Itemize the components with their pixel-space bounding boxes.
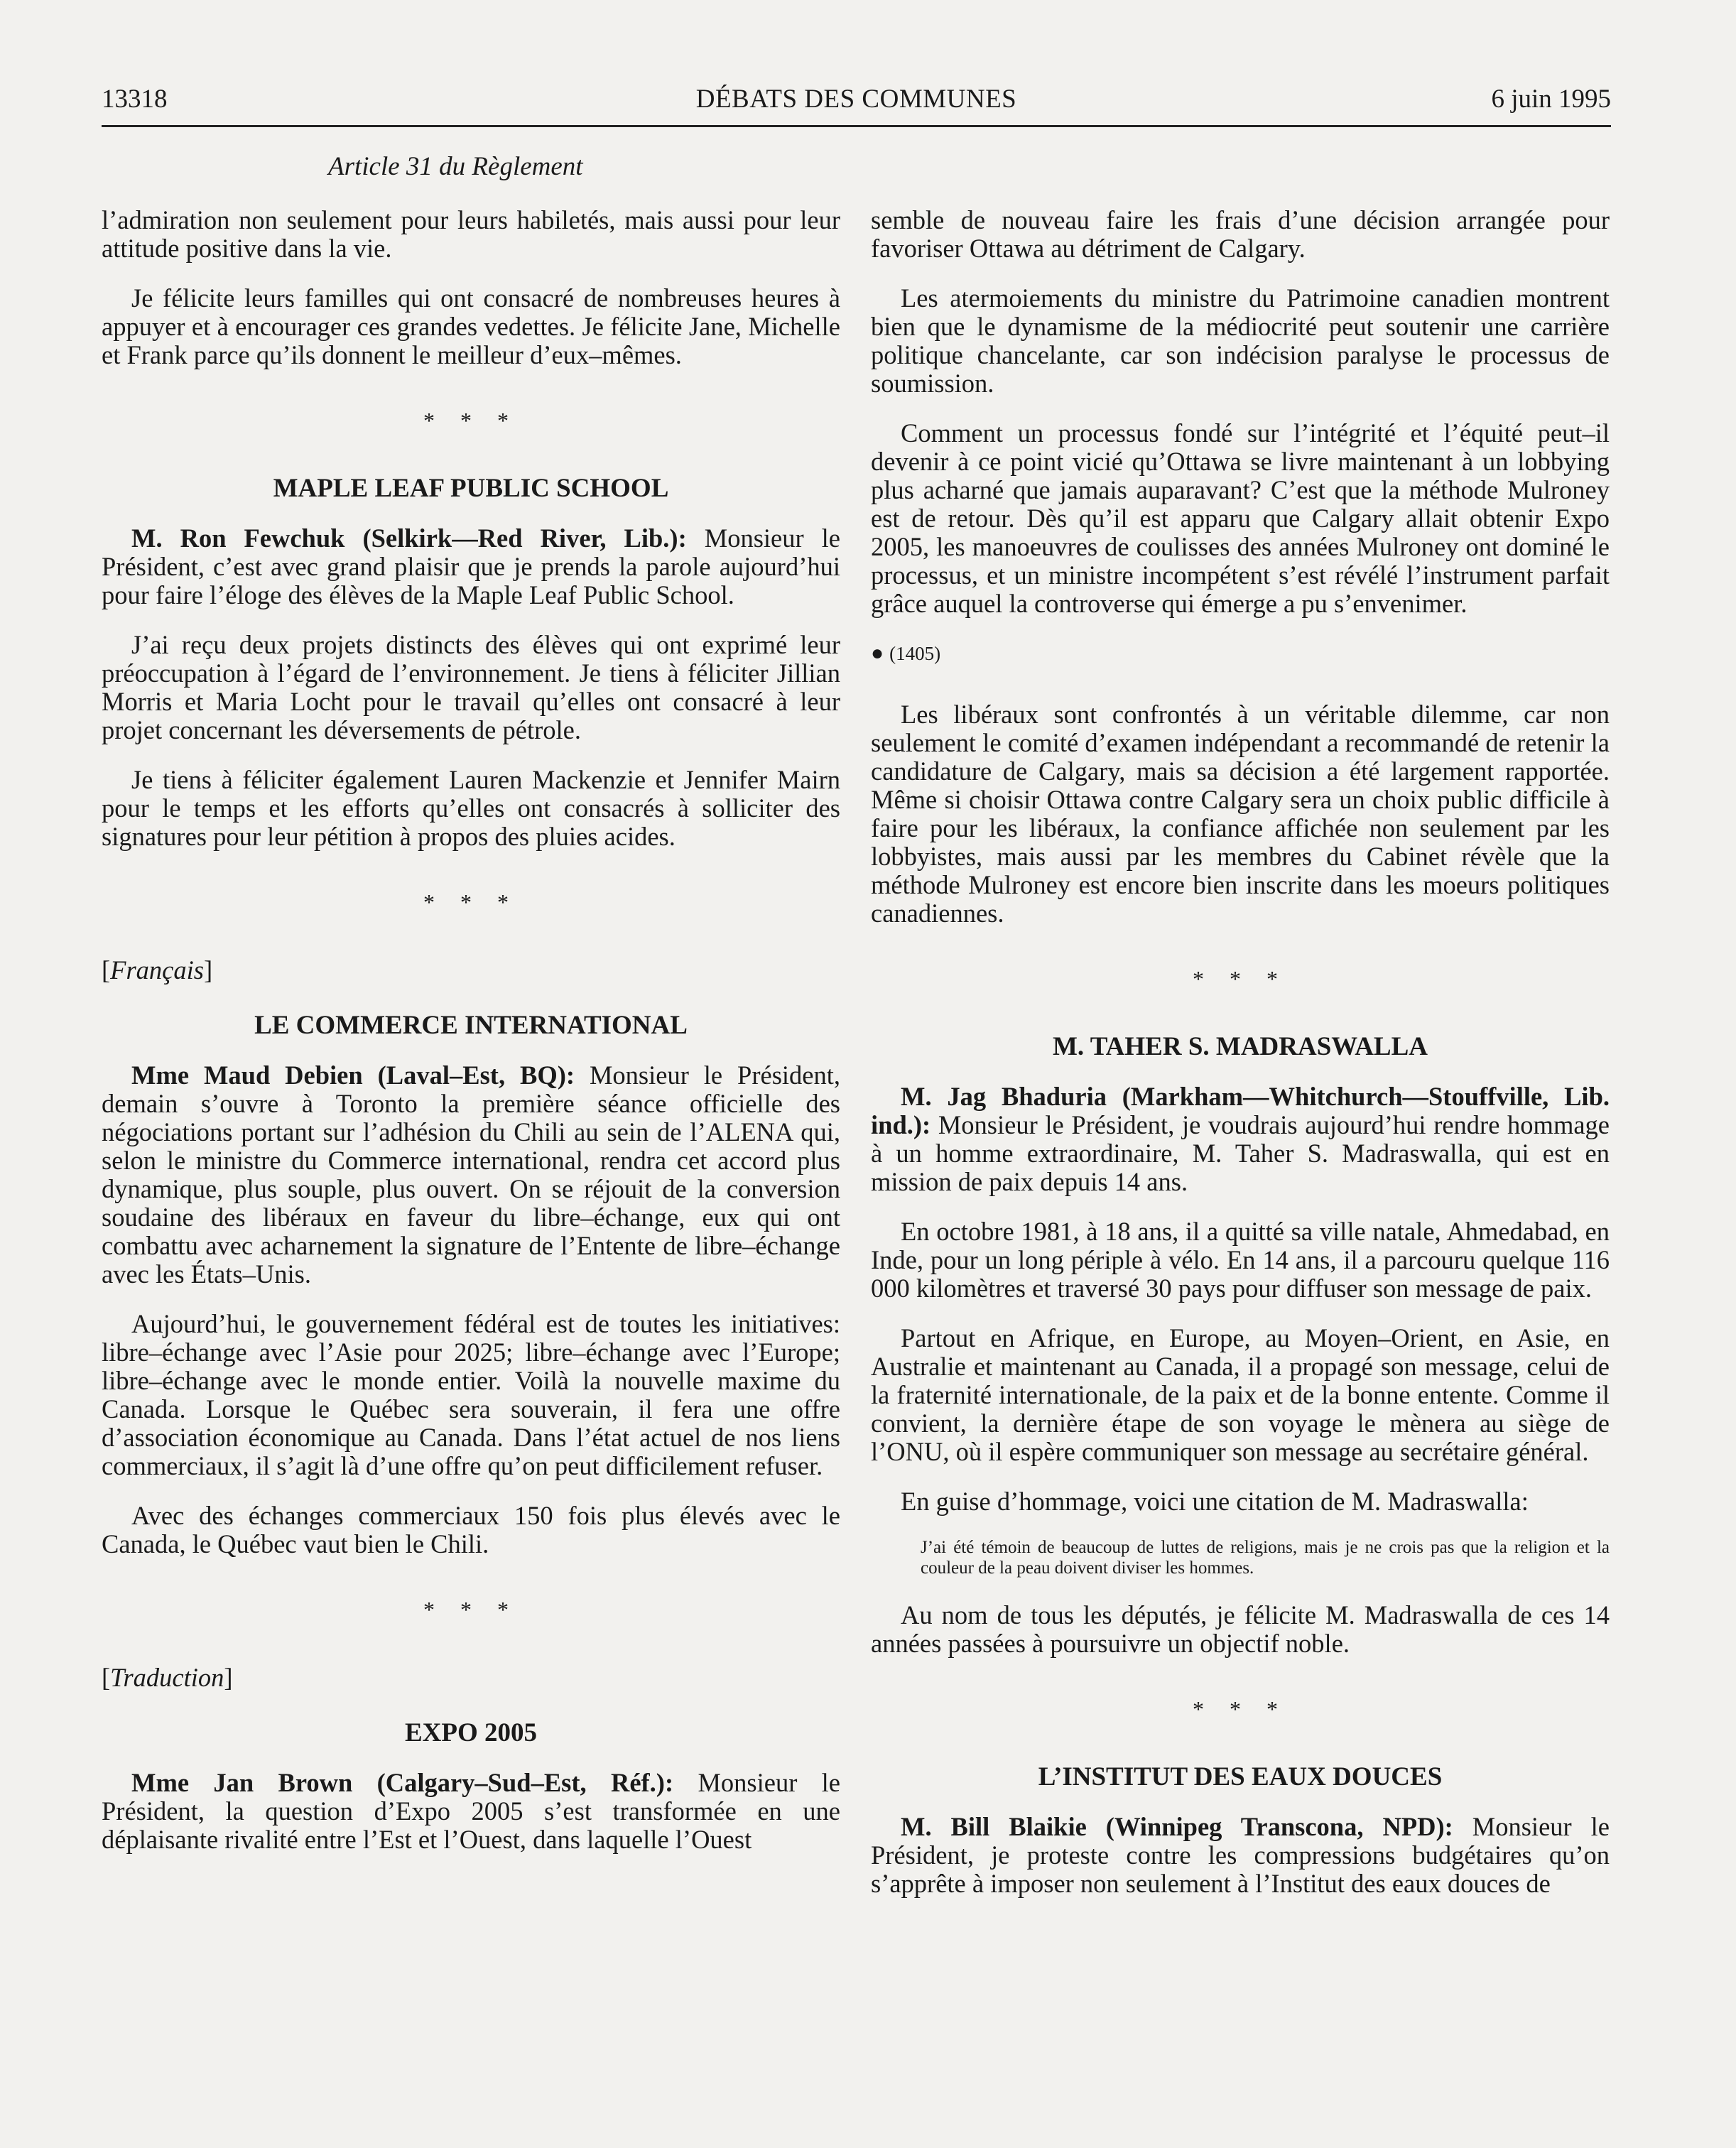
language-label: Français (110, 955, 204, 984)
paragraph: Je tiens à féliciter également Lauren Mackenzie et Jennifer Mairn pour le temps et les efforts qu’elles ont consacrés à solliciter des signatures pour leur pétition à propos des pluies acides. (102, 765, 840, 851)
speech-paragraph (102, 524, 840, 609)
paragraph: Les atermoiements du ministre du Patrimoine canadien montrent bien que le dynamisme de la médiocrité peut soutenir une carrière politique chancelante, car son indécision paralyse le processus de soumission. (871, 283, 1610, 398)
paragraph: Aujourd’hui, le gouvernement fédéral est de toutes les initiatives: libre–échange avec l’Asie pour 2025; libre–échange avec l’Europe; libre–échange avec le monde entier. Voilà la nouvelle maxime du Canada. Lorsque le Québec sera souverain, il fera une offre d’association économique au Canada. Dans l’état actuel de nos liens commerciaux, il s’agit là d’une offre qu’on peut difficilement refuser. (102, 1309, 840, 1480)
section-title-institut: L’INSTITUT DES EAUX DOUCES (1038, 1762, 1443, 1791)
speech-text: Monsieur le Président, la question d’Expo 2005 s’est transformée en une déplaisante rivalité entre l’Est et l’Ouest, dans laquelle l’Ouest (102, 1768, 840, 1854)
paragraph: Je félicite leurs familles qui ont consacré de nombreuses heures à appuyer et à encourager ces grandes vedettes. Je félicite Jane, Michelle et Frank parce qu’ils donnent le meilleur d’eux–mêmes. (102, 283, 840, 369)
speaker-name: Mme Jan Brown (Calgary–Sud–Est, Réf.): (131, 1768, 674, 1797)
section-title-madraswalla: M. TAHER S. MADRASWALLA (1053, 1032, 1428, 1061)
speaker-name: Mme Maud Debien (Laval–Est, BQ): (131, 1061, 575, 1090)
paragraph: Partout en Afrique, en Europe, au Moyen–Orient, en Asie, en Australie et maintenant au Canada, il a propagé son message, celui de la fraternité internationale, de la paix et de la bonne entente. Comme il convient, la dernière étape de son voyage le mènera au siège de l’ONU, où il espère communiquer son message au secrétaire général. (871, 1323, 1610, 1466)
paragraph: Les libéraux sont confrontés à un véritable dilemme, car non seulement le comité d’examen indépendant a recommandé de retenir la candidature de Calgary, mais sa décision a été largement rapportée. Même si choisir Ottawa contre Calgary sera un choix public difficile à faire pour les libéraux, la confiance affichée non seulement par les lobbyistes, mais aussi par les membres du Cabinet révèle que la méthode Mulroney est encore bien inscrite dans les moeurs politiques canadiennes. (871, 700, 1610, 928)
section-separator: * * * (423, 408, 519, 433)
paragraph: Comment un processus fondé sur l’intégrité et l’équité peut–il devenir à ce point vicié qu’Ottawa se livre maintenant à un lobbying plus acharné que jamais auparavant? C’est que la méthode Mulroney est de retour. Dès qu’il est apparu que Calgary allait obtenir Expo 2005, les manoeuvres de coulisses des années Mulroney ont dominé le processus, et un ministre incompétent s’est révélé l’instrument parfait grâce auquel la controverse qui émerge a pu s’envenimer. (871, 418, 1610, 618)
section-title-commerce: LE COMMERCE INTERNATIONAL (254, 1011, 688, 1040)
section-separator: * * * (1193, 1696, 1288, 1722)
section-separator: * * * (423, 889, 519, 915)
paragraph: semble de nouveau faire les frais d’une décision arrangée pour favoriser Ottawa au détriment de Calgary. (871, 205, 1610, 263)
speech-paragraph (102, 1061, 840, 1289)
paragraph: J’ai reçu deux projets distincts des élèves qui ont exprimé leur préoccupation à l’égard de l’environnement. Je tiens à féliciter Jillian Morris et Maria Locht pour le travail qu’elles ont consacré à leur projet concernant les déversements de pétrole. (102, 630, 840, 744)
left-column (102, 206, 840, 1875)
page-number: 13318 (102, 85, 168, 114)
speech-text: Monsieur le Président, je proteste contre les compressions budgétaires qu’on s’apprête à imposer non seulement à l’Institut des eaux douces de (871, 1812, 1610, 1898)
paragraph: En octobre 1981, à 18 ans, il a quitté sa ville natale, Ahmedabad, en Inde, pour un long périple à vélo. En 14 ans, il a parcouru quelque 116 000 kilomètres et traversé 30 pays pour diffuser son message de paix. (871, 1217, 1610, 1303)
paragraph: l’admiration non seulement pour leurs habiletés, mais aussi pour leur attitude positive dans la vie. (102, 205, 840, 263)
speaker-name: M. Jag Bhaduria (Markham—Whitchurch—Stouffville, Lib. ind.): (871, 1082, 1610, 1139)
language-note: [Français] (102, 955, 213, 984)
time-marker (871, 639, 1610, 668)
speaker-name: M. Ron Fewchuk (Selkirk—Red River, Lib.): (131, 524, 687, 553)
speech-text: Monsieur le Président, c’est avec grand plaisir que je prends la parole aujourd’hui pour faire l’éloge des élèves de la Maple Leaf Public School. (102, 524, 841, 609)
speech-text: Monsieur le Président, je voudrais aujourd’hui rendre hommage à un homme extraordinaire, M. Taher S. Madraswalla, qui est en mission de paix depuis 14 ans. (871, 1110, 1610, 1196)
bullet-icon: ● (871, 641, 884, 665)
speaker-name: M. Bill Blaikie (Winnipeg Transcona, NPD): (901, 1812, 1453, 1841)
speech-paragraph (102, 1769, 840, 1854)
time-marker-text: (1405) (889, 643, 941, 664)
section-separator: * * * (1193, 966, 1288, 992)
page-header (102, 80, 1611, 127)
speech-paragraph (871, 1813, 1610, 1898)
section-title-maple-leaf: MAPLE LEAF PUBLIC SCHOOL (273, 474, 669, 503)
paragraph: Au nom de tous les députés, je félicite M. Madraswalla de ces 14 années passées à poursuivre un objectif noble. (871, 1600, 1610, 1658)
block-quote: J’ai été témoin de beaucoup de luttes de religions, mais je ne crois pas que la religion et la couleur de la peau doivent diviser les hommes. (921, 1538, 1610, 1578)
publication-title: DÉBATS DES COMMUNES (695, 85, 1017, 114)
publication-date: 6 juin 1995 (1491, 85, 1611, 114)
language-note: [Traduction] (102, 1663, 233, 1692)
section-title-expo: EXPO 2005 (404, 1718, 538, 1747)
speech-text: Monsieur le Président, demain s’ouvre à Toronto la première séance officielle des négociations portant sur l’adhésion du Chili au sein de l’ALENA qui, selon le ministre du Commerce international, rendra cet accord plus dynamique, plus souple, plus ouvert. On se réjouit de la conversion soudaine des libéraux en faveur du libre–échange, eux qui ont combattu avec acharnement la signature de l’Entente de libre–échange avec les États–Unis. (102, 1061, 841, 1289)
right-column (871, 206, 1610, 1919)
language-label: Traduction (110, 1663, 224, 1692)
paragraph: Avec des échanges commerciaux 150 fois plus élevés avec le Canada, le Québec vaut bien le Chili. (102, 1501, 840, 1558)
standing-order-heading: Article 31 du Règlement (328, 152, 583, 181)
speech-paragraph (871, 1083, 1610, 1196)
section-separator: * * * (423, 1597, 519, 1622)
paragraph: En guise d’hommage, voici une citation de M. Madraswalla: (901, 1487, 1529, 1516)
